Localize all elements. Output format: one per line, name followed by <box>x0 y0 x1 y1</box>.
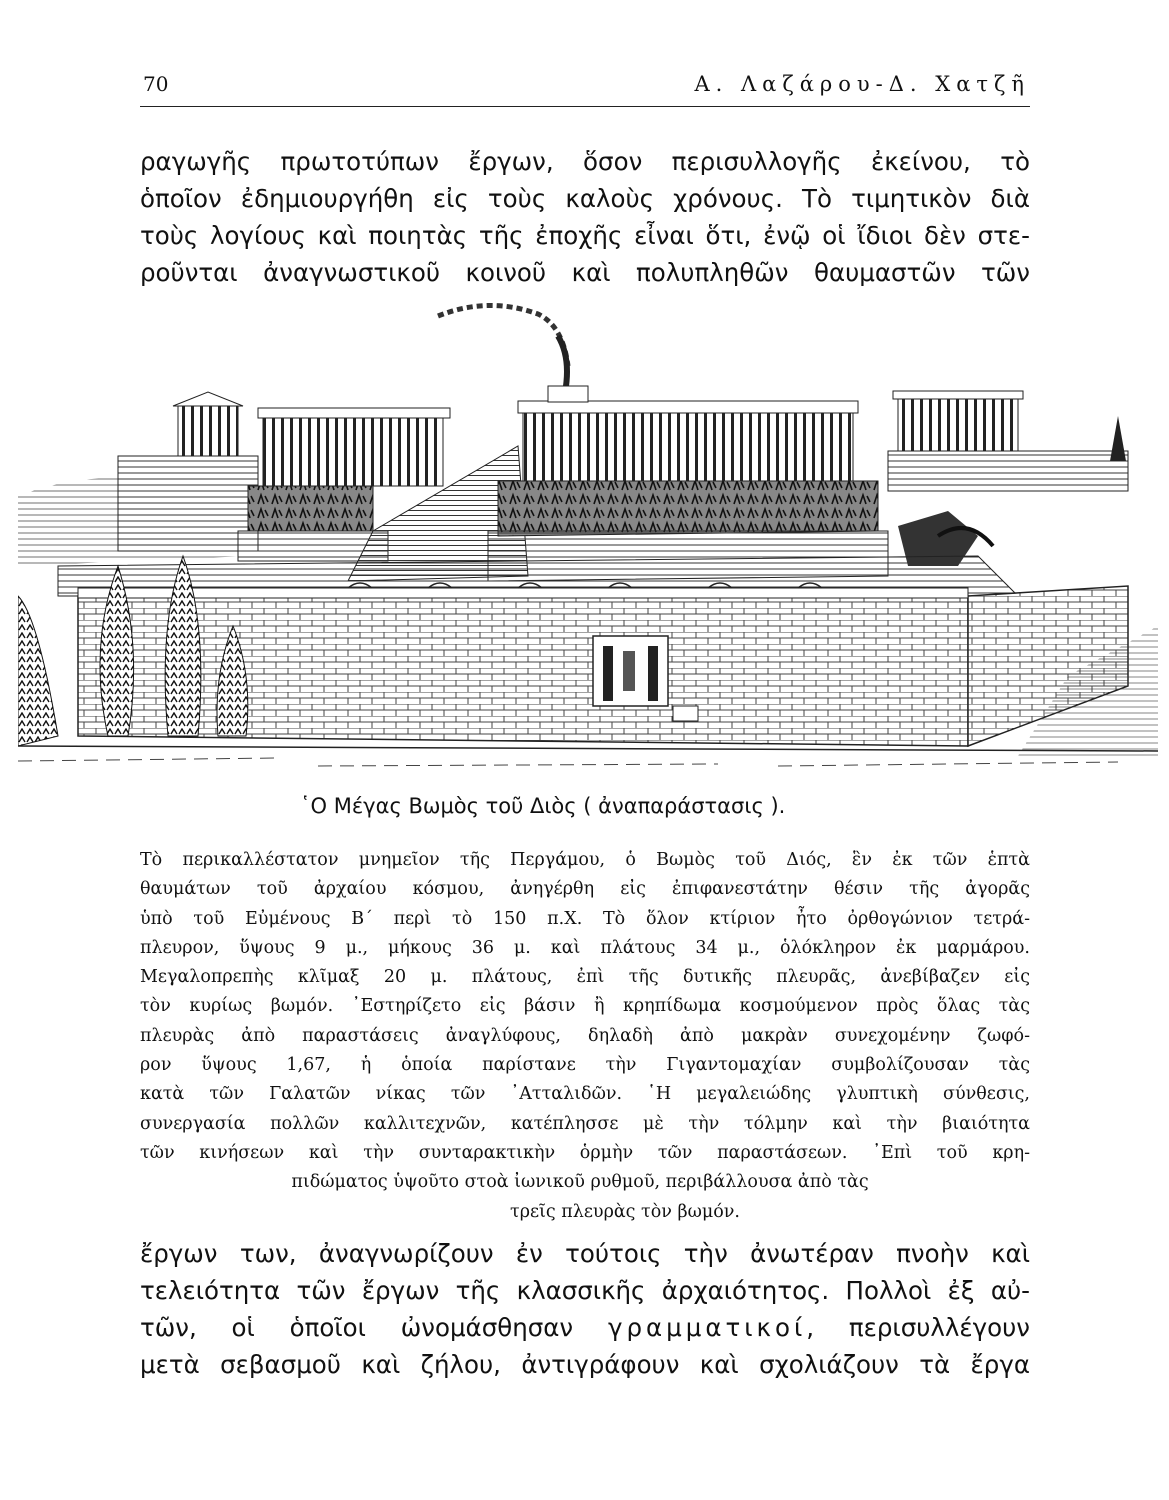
caption-note <box>140 846 1030 1227</box>
spaced-term: γραμματικοί <box>607 1313 807 1342</box>
text-line <box>140 1309 1030 1346</box>
page-number: 70 <box>143 72 169 96</box>
figure-caption: ῾Ο Μέγας Βωμὸς τοῦ Διὸς ( ἀναπαράστασις ). <box>300 794 786 818</box>
text-line: τελειότητα τῶν ἔργων τῆς κλασσικῆς ἀρχαιότητος. Πολλοὶ ἐξ αὐ- <box>140 1276 1030 1305</box>
text-line: ραγωγῆς πρωτοτύπων ἔργων, ὅσον περισυλλογῆς ἐκείνου, τὸ <box>140 147 1030 176</box>
note-line: συνεργασία πολλῶν καλλιτεχνῶν, κατέπλησσε μὲ τὴν τόλμην καὶ τὴν βιαιότητα <box>140 1113 1030 1134</box>
text-line: ἔργων των, ἀναγνωρίζουν ἐν τούτοις τὴν ἀνωτέραν πνοὴν καὶ <box>140 1239 1030 1268</box>
note-line: τρεῖς πλευρὰς τὸν βωμόν. <box>510 1201 740 1222</box>
note-line: πλευρὰς ἀπὸ παραστάσεις ἀναγλύφους, δηλαδὴ ἀπὸ μακρὰν συνεχομένην ζωφό- <box>140 1025 1030 1046</box>
note-line: Τὸ περικαλλέστατον μνημεῖον τῆς Περγάμου, ὁ Βωμὸς τοῦ Διός, ἓν ἐκ τῶν ἑπτὰ <box>140 850 1030 870</box>
text-line: ὁποῖον ἐδημιουργήθη εἰς τοὺς καλοὺς χρόνους. Τὸ τιμητικὸν διὰ <box>140 184 1030 213</box>
note-line: θαυμάτων τοῦ ἀρχαίου κόσμου, ἀνηγέρθη εἰς ἐπιφανεστάτην θέσιν τῆς ἀγορᾶς <box>140 879 1030 900</box>
text-line: ροῦνται ἀναγνωστικοῦ κοινοῦ καὶ πολυπληθῶν θαυμαστῶν τῶν <box>140 258 1030 287</box>
bottom-paragraph <box>140 1235 1030 1383</box>
note-line: τὸν κυρίως βωμόν. ᾿Εστηρίζετο εἰς βάσιν ἢ κρηπίδωμα κοσμούμενον πρὸς ὅλας τὰς <box>140 996 1030 1017</box>
note-line: κατὰ τῶν Γαλατῶν νίκας τῶν ᾿Ατταλιδῶν. ῾Η μεγαλειώδης γλυπτικὴ σύνθεσις, <box>140 1084 1030 1105</box>
note-line: τῶν κινήσεων καὶ τὴν συνταρακτικὴν ὁρμὴν τῶν παραστάσεων. ᾿Επὶ τοῦ κρη- <box>140 1142 1030 1163</box>
note-line: πλευρον, ὕψους 9 μ., μήκους 36 μ. καὶ πλάτους 34 μ., ὁλόκληρον ἐκ μαρμάρου. <box>140 937 1030 958</box>
altar-engraving-illustration <box>18 296 1158 776</box>
text-line: μετὰ σεβασμοῦ καὶ ζήλου, ἀντιγράφουν καὶ σχολιάζουν τὰ ἔργα <box>140 1350 1030 1379</box>
note-line: ὑπὸ τοῦ Εὐμένους Β΄ περὶ τὸ 150 π.Χ. Τὸ ὅλον κτίριον ἦτο ὀρθογώνιον τετρά- <box>140 908 1030 929</box>
text-segment: , περισυλλέγουν <box>806 1313 1030 1342</box>
note-line: Μεγαλοπρεπὴς κλῖμαξ 20 μ. πλάτους, ἐπὶ τῆς δυτικῆς πλευρᾶς, ἀνεβίβαζεν εἰς <box>140 967 1030 988</box>
page-header <box>140 72 1030 107</box>
note-line: ρον ὕψους 1,67, ἡ ὁποία παρίστανε τὴν Γιγαντομαχίαν συμβολίζουσαν τὰς <box>140 1055 1030 1076</box>
note-line: πιδώματος ὑψοῦτο στοὰ ἰωνικοῦ ρυθμοῦ, περιβάλλουσα ἀπὸ τὰς <box>291 1172 869 1193</box>
text-segment: τῶν, οἱ ὁποῖοι ὠνομάσθησαν <box>140 1313 574 1342</box>
text-line: τοὺς λογίους καὶ ποιητὰς τῆς ἐποχῆς εἶναι ὅτι, ἐνῷ οἱ ἴδιοι δὲν στε- <box>140 221 1030 250</box>
running-title: Α. Λαζάρου-Δ. Χατζῆ <box>694 72 1030 96</box>
top-paragraph <box>140 143 1030 291</box>
